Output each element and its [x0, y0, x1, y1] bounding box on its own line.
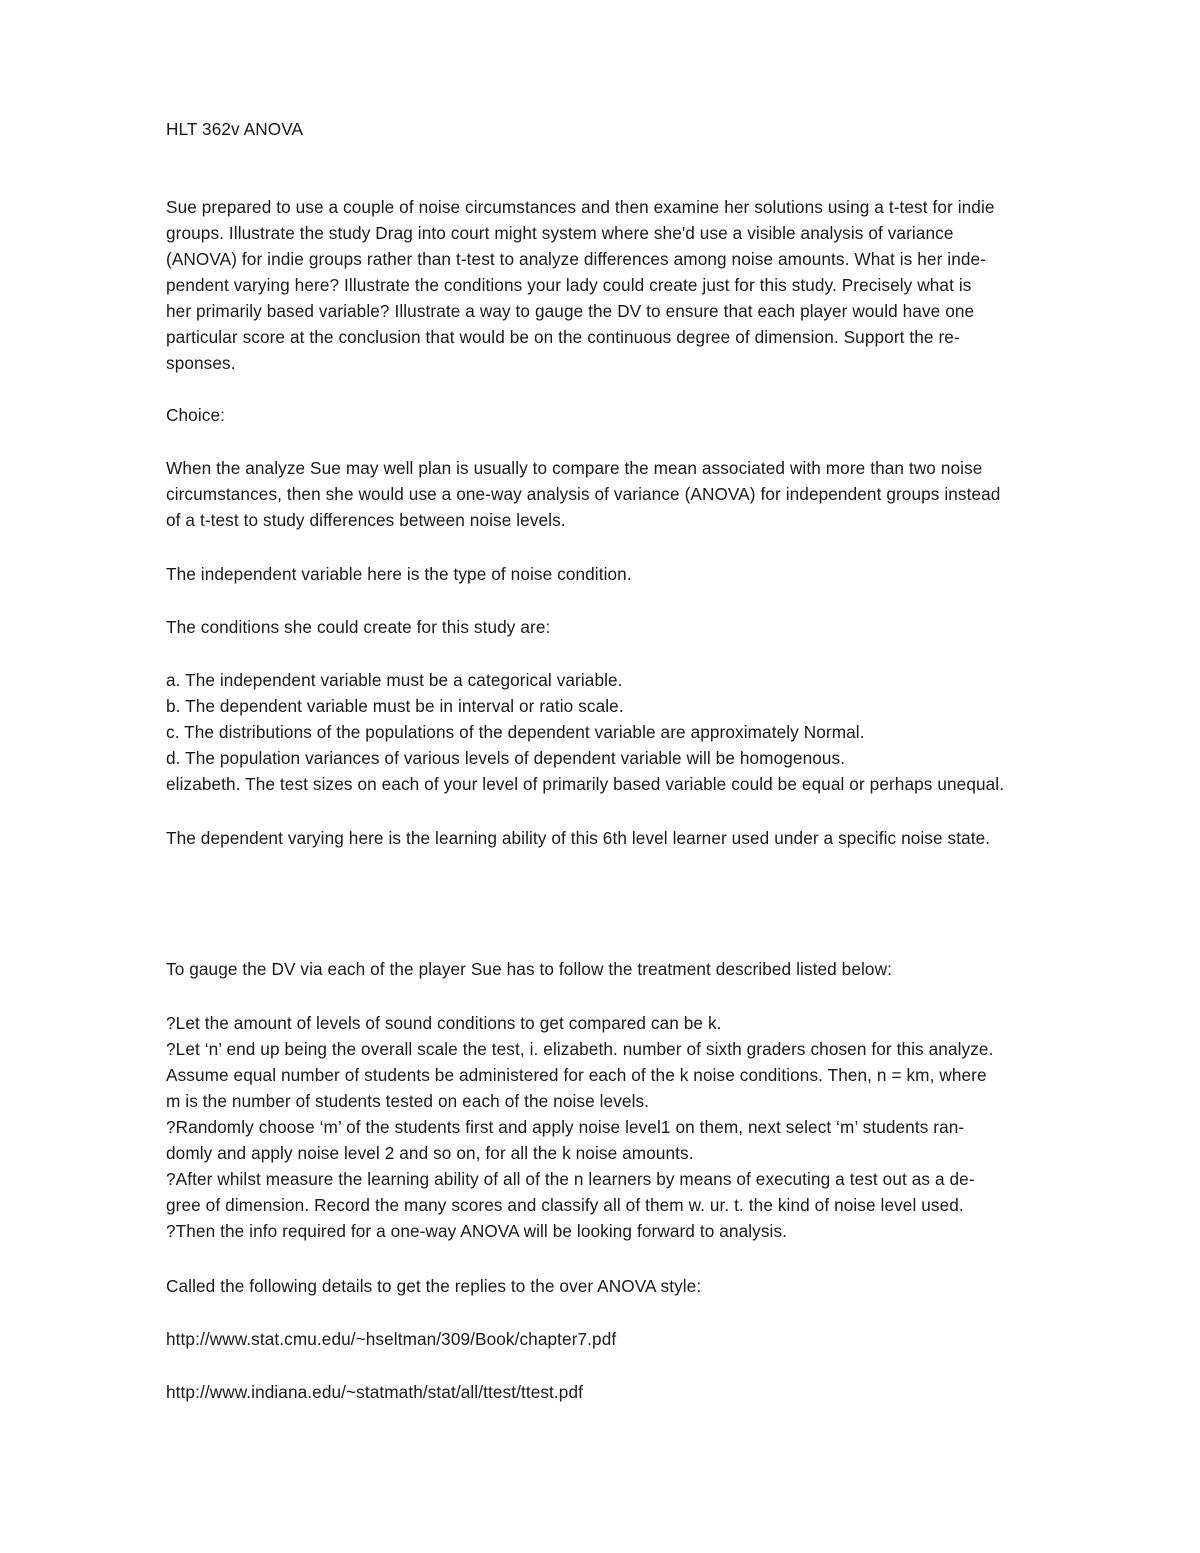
procedure-line: ?Let the amount of levels of sound conditions to get compared can be k.: [166, 1013, 722, 1033]
procedure-line: gree of dimension. Record the many scores and classify all of them w. ur. t. the kind of noise level used.: [166, 1195, 964, 1215]
question-line: (ANOVA) for indie groups rather than t-test to analyze differences among noise amounts. What is her inde-: [166, 249, 986, 269]
procedure-intro: To gauge the DV via each of the player Sue has to follow the treatment described listed below:: [166, 959, 892, 979]
question-line: groups. Illustrate the study Drag into court might system where she'd use a visible analysis of variance: [166, 223, 954, 243]
procedure-line: ?After whilst measure the learning ability of all of the n learners by means of executing a test out as a de-: [166, 1169, 975, 1189]
answer-line: circumstances, then she would use a one-way analysis of variance (ANOVA) for independent groups instead: [166, 484, 1001, 504]
condition-item: c. The distributions of the populations of the dependent variable are approximately Normal.: [166, 722, 865, 742]
answer-line: of a t-test to study differences between noise levels.: [166, 510, 566, 530]
procedure-line: m is the number of students tested on each of the noise levels.: [166, 1091, 650, 1111]
independent-variable-text: The independent variable here is the type of noise condition.: [166, 564, 632, 584]
condition-item: elizabeth. The test sizes on each of your level of primarily based variable could be equal or perhaps unequal.: [166, 774, 1005, 794]
question-line: pendent varying here? Illustrate the conditions your lady could create just for this study. Precisely what is: [166, 275, 972, 295]
reference-link[interactable]: http://www.indiana.edu/~statmath/stat/all/ttest/ttest.pdf: [166, 1382, 583, 1402]
answer-line: When the analyze Sue may well plan is usually to compare the mean associated with more than two noise: [166, 458, 983, 478]
conditions-intro: The conditions she could create for this study are:: [166, 617, 551, 637]
condition-item: a. The independent variable must be a categorical variable.: [166, 670, 623, 690]
document-page: [166, 0, 1126, 1553]
condition-item: d. The population variances of various levels of dependent variable will be homogenous.: [166, 748, 846, 768]
condition-item: b. The dependent variable must be in interval or ratio scale.: [166, 696, 624, 716]
question-line: sponses.: [166, 353, 236, 373]
question-line: particular score at the conclusion that would be on the continuous degree of dimension. Support the re-: [166, 327, 960, 347]
document-title: HLT 362v ANOVA: [166, 119, 304, 139]
procedure-line: ?Randomly choose ‘m’ of the students first and apply noise level1 on them, next select ‘m’ students ran-: [166, 1117, 965, 1137]
choice-label: Choice:: [166, 405, 225, 425]
procedure-line: Assume equal number of students be administered for each of the k noise conditions. Then, n = km, where: [166, 1065, 987, 1085]
question-line: Sue prepared to use a couple of noise circumstances and then examine her solutions using a t-test for indie: [166, 197, 995, 217]
references-intro: Called the following details to get the replies to the over ANOVA style:: [166, 1276, 702, 1296]
procedure-line: ?Let ‘n’ end up being the overall scale the test, i. elizabeth. number of sixth graders chosen for this analyze.: [166, 1039, 994, 1059]
reference-link[interactable]: http://www.stat.cmu.edu/~hseltman/309/Book/chapter7.pdf: [166, 1329, 617, 1349]
procedure-line: ?Then the info required for a one-way ANOVA will be looking forward to analysis.: [166, 1221, 788, 1241]
procedure-line: domly and apply noise level 2 and so on, for all the k noise amounts.: [166, 1143, 694, 1163]
dependent-variable-text: The dependent varying here is the learning ability of this 6th level learner used under a specific noise state.: [166, 828, 991, 848]
question-line: her primarily based variable? Illustrate a way to gauge the DV to ensure that each player would have one: [166, 301, 975, 321]
